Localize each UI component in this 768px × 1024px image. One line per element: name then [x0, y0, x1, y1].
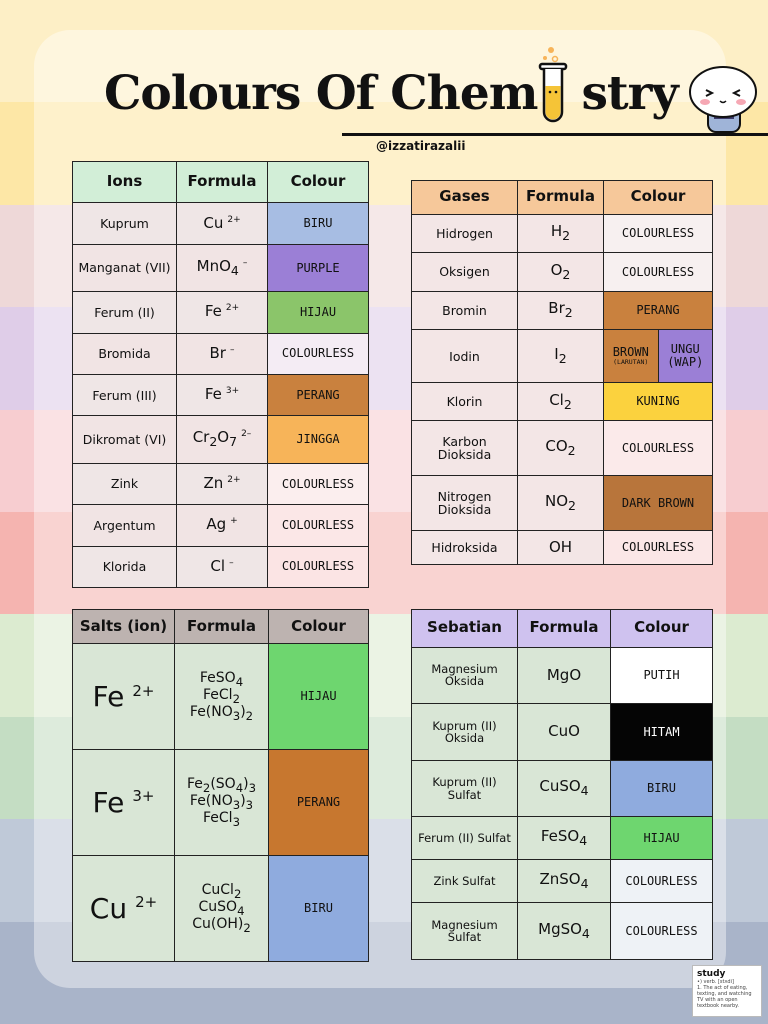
- ions-table: [72, 161, 369, 588]
- salt-formula-line: [177, 917, 266, 934]
- salt-ion-charge: 2+: [132, 681, 155, 700]
- compound-name: Kuprum (II) Sulfat: [412, 760, 518, 817]
- salt-ion-charge: 3+: [132, 787, 155, 806]
- sebatian-table: [411, 609, 713, 960]
- gas-colour-left: [604, 330, 658, 382]
- split-wrap: [604, 330, 712, 382]
- gas-colour: COLOURLESS: [604, 253, 713, 292]
- salt-colour: PERANG: [269, 750, 369, 856]
- formula-cell: [518, 214, 604, 253]
- ion-name: Zink: [73, 463, 177, 504]
- column-header: Colour: [268, 162, 369, 203]
- column-header: Colour: [269, 610, 369, 644]
- salt-row: [73, 750, 369, 856]
- column-header: Ions: [73, 162, 177, 203]
- column-header: Formula: [518, 610, 611, 648]
- gas-row: [412, 214, 713, 253]
- formula-cell: [518, 817, 611, 860]
- ion-name: Argentum: [73, 505, 177, 546]
- ion-row: [73, 505, 369, 546]
- formula-subscript: 4: [580, 783, 589, 799]
- gas-colour: KUNING: [604, 382, 713, 421]
- formula-text: Fe: [186, 775, 203, 792]
- formula-text: Fe(NO: [189, 792, 233, 809]
- ion-name: Dikromat (VI): [73, 416, 177, 463]
- salt-formula-line: [177, 705, 266, 722]
- gas-row: [412, 330, 713, 383]
- formula-base: O: [550, 260, 563, 279]
- salt-formula-line: [177, 811, 266, 828]
- formula-base: Br: [209, 343, 226, 362]
- formula-text: ): [240, 792, 246, 809]
- salt-formulas: [175, 855, 269, 961]
- formula-base: CuO: [548, 722, 580, 741]
- author-handle: @izzatirazalii: [376, 139, 466, 153]
- formula-cell: [518, 647, 611, 704]
- formula-text: ): [240, 704, 246, 721]
- formula-cell: [177, 374, 268, 415]
- compound-row: [412, 760, 713, 817]
- gases-table: [411, 180, 713, 565]
- formula-charge: –: [229, 557, 234, 568]
- formula-subscript: 4: [235, 780, 244, 795]
- formula-cell: [518, 291, 604, 330]
- gas-row: [412, 382, 713, 421]
- formula-charge: +: [230, 516, 238, 527]
- formula-cell: [177, 292, 268, 333]
- salt-ion-charge: 2+: [135, 893, 158, 912]
- ion-name: Klorida: [73, 546, 177, 587]
- ion-colour: COLOURLESS: [268, 333, 369, 374]
- compound-row: [412, 647, 713, 704]
- formula-base: Cr: [192, 428, 210, 447]
- salt-row: [73, 855, 369, 961]
- formula-subscript: 4: [580, 876, 589, 892]
- gas-colour: COLOURLESS: [604, 531, 713, 565]
- salt-formulas: [175, 750, 269, 856]
- formula-charge: 2–: [241, 429, 252, 440]
- compound-colour: BIRU: [611, 760, 713, 817]
- formula-cell: [518, 903, 611, 960]
- ion-name: Manganat (VII): [73, 244, 177, 291]
- salt-ion-symbol: Fe: [92, 679, 125, 713]
- salt-ion: [73, 855, 175, 961]
- salt-formula-line: [177, 900, 266, 917]
- compound-row: [412, 704, 713, 761]
- compound-name: Kuprum (II) Oksida: [412, 704, 518, 761]
- note-definition: 1. The act of eating, texting, and watching TV with an open textbook nearby.: [697, 985, 752, 1009]
- formula-base: MnO: [196, 256, 231, 275]
- formula-charge: 2+: [227, 214, 241, 225]
- compound-row: [412, 817, 713, 860]
- compound-name: Magnesium Oksida: [412, 647, 518, 704]
- column-header: Gases: [412, 181, 518, 215]
- ion-row: [73, 292, 369, 333]
- formula-base: Br: [548, 299, 565, 318]
- formula-subscript: 2: [567, 443, 576, 459]
- ion-name: Kuprum: [73, 203, 177, 244]
- formula-base: MgSO: [538, 920, 582, 939]
- gas-colour: PERANG: [604, 291, 713, 330]
- formula-cell: [177, 244, 268, 291]
- formula-base: H: [550, 222, 563, 241]
- gas-name: Bromin: [412, 291, 518, 330]
- ion-colour: HIJAU: [268, 292, 369, 333]
- colour-note: (WAP): [667, 355, 704, 370]
- salt-formula-line: [177, 777, 266, 794]
- column-header: Sebatian: [412, 610, 518, 648]
- formula-subscript: 2: [245, 708, 254, 723]
- ion-colour: JINGGA: [268, 416, 369, 463]
- formula-base: Fe: [204, 302, 222, 321]
- formula-subscript: 2: [562, 228, 571, 244]
- salt-formula-line: [177, 883, 266, 900]
- ion-colour: PERANG: [268, 374, 369, 415]
- formula-subscript: 2: [563, 396, 572, 412]
- formula-base: CO: [545, 437, 568, 456]
- compound-row: [412, 903, 713, 960]
- salt-row: [73, 644, 369, 750]
- salt-formula-line: [177, 688, 266, 705]
- compound-colour: HITAM: [611, 704, 713, 761]
- formula-base: OH: [548, 537, 573, 556]
- formula-cell: [518, 421, 604, 476]
- compound-name: Magnesium Sulfat: [412, 903, 518, 960]
- formula-base: NO: [545, 492, 569, 511]
- formula-cell: [177, 203, 268, 244]
- salt-formulas: [175, 644, 269, 750]
- ion-name: Ferum (III): [73, 374, 177, 415]
- ion-colour: PURPLE: [268, 244, 369, 291]
- formula-cell: [177, 333, 268, 374]
- formula-subscript: 4: [579, 833, 588, 849]
- formula-text: Cu(OH): [192, 916, 244, 933]
- formula-cell: [518, 860, 611, 903]
- formula-subscript-2: 7: [229, 434, 238, 450]
- ion-row: [73, 546, 369, 587]
- gas-colour: DARK BROWN: [604, 476, 713, 531]
- ion-colour: BIRU: [268, 203, 369, 244]
- formula-cell: [177, 546, 268, 587]
- gas-row: [412, 531, 713, 565]
- gas-row: [412, 253, 713, 292]
- formula-subscript: 2: [232, 691, 240, 706]
- header-row: [73, 610, 369, 644]
- formula-base: CuSO: [539, 777, 581, 796]
- formula-subscript: 4: [230, 262, 239, 278]
- gas-name: Iodin: [412, 330, 518, 383]
- header-row: [73, 162, 369, 203]
- formula-subscript: 3: [248, 780, 256, 795]
- gas-name: Klorin: [412, 382, 518, 421]
- salt-ion: [73, 750, 175, 856]
- formula-text: (SO: [210, 775, 236, 792]
- title-underline: [342, 133, 768, 136]
- ion-name: Bromida: [73, 333, 177, 374]
- formula-text: CuSO: [198, 898, 238, 915]
- formula-base: FeSO: [540, 827, 580, 846]
- salt-ion-symbol: Cu: [89, 891, 128, 925]
- gas-name: Karbon Dioksida: [412, 421, 518, 476]
- formula-text: ): [243, 775, 249, 792]
- formula-cell: [518, 253, 604, 292]
- formula-base: Ag: [206, 515, 227, 534]
- formula-charge: 2+: [227, 475, 241, 486]
- column-header: Colour: [604, 181, 713, 215]
- formula-subscript: 3: [245, 797, 254, 812]
- formula-charge: –: [242, 257, 248, 268]
- mascot-icon: [688, 62, 758, 136]
- title-text-b: stry: [581, 66, 678, 121]
- salt-colour: BIRU: [269, 855, 369, 961]
- gas-name: Hidroksida: [412, 531, 518, 565]
- formula-subscript: 2: [568, 498, 576, 514]
- header-row: [412, 181, 713, 215]
- salts-table: [72, 609, 369, 962]
- compound-colour: COLOURLESS: [611, 903, 713, 960]
- gas-colour-split: [604, 330, 713, 383]
- formula-subscript: 2: [564, 305, 573, 321]
- header-row: [412, 610, 713, 648]
- gas-name: Hidrogen: [412, 214, 518, 253]
- formula-cell: [518, 760, 611, 817]
- formula-cell: [177, 416, 268, 463]
- formula-cell: [177, 463, 268, 504]
- formula-base: Cl: [549, 390, 564, 409]
- formula-subscript: 3: [232, 708, 241, 723]
- ion-colour: COLOURLESS: [268, 463, 369, 504]
- formula-subscript: 4: [237, 903, 245, 918]
- gas-colour: COLOURLESS: [604, 421, 713, 476]
- formula-subscript: 2: [558, 351, 567, 367]
- column-header: Salts (ion): [73, 610, 175, 644]
- salt-colour: HIJAU: [269, 644, 369, 750]
- page-title: [104, 66, 678, 121]
- formula-base-2: O: [217, 428, 230, 447]
- compound-row: [412, 860, 713, 903]
- formula-base: MgO: [546, 665, 582, 684]
- compound-colour: COLOURLESS: [611, 860, 713, 903]
- formula-base: Cu: [203, 213, 224, 232]
- formula-base: Zn: [203, 474, 224, 493]
- formula-base: Fe: [204, 385, 222, 404]
- formula-subscript: 4: [581, 926, 590, 942]
- formula-base: Cl: [210, 556, 226, 575]
- gas-colour: COLOURLESS: [604, 214, 713, 253]
- gas-row: [412, 291, 713, 330]
- formula-charge: 2+: [225, 303, 240, 314]
- compound-colour: PUTIH: [611, 647, 713, 704]
- compound-colour: HIJAU: [611, 817, 713, 860]
- ion-name: Ferum (II): [73, 292, 177, 333]
- salt-ion: [73, 644, 175, 750]
- formula-charge: –: [229, 344, 235, 355]
- formula-base: I: [554, 345, 559, 364]
- gas-name: Nitrogen Dioksida: [412, 476, 518, 531]
- formula-subscript: 2: [233, 886, 242, 901]
- study-note: [692, 965, 762, 1017]
- formula-cell: [518, 531, 604, 565]
- gas-colour-right: [658, 330, 713, 382]
- ion-colour: COLOURLESS: [268, 505, 369, 546]
- formula-subscript: 2: [202, 780, 211, 795]
- gas-row: [412, 421, 713, 476]
- formula-cell: [177, 505, 268, 546]
- ion-row: [73, 333, 369, 374]
- ion-row: [73, 416, 369, 463]
- ion-row: [73, 244, 369, 291]
- formula-cell: [518, 330, 604, 383]
- salt-formula-line: [177, 671, 266, 688]
- ion-colour: COLOURLESS: [268, 546, 369, 587]
- column-header: Formula: [175, 610, 269, 644]
- note-word: study: [697, 969, 726, 979]
- gas-row: [412, 476, 713, 531]
- formula-cell: [518, 382, 604, 421]
- formula-subscript: 3: [232, 814, 240, 829]
- formula-subscript: 2: [243, 920, 251, 935]
- colour-note: (LARUTAN): [613, 357, 649, 366]
- ion-row: [73, 203, 369, 244]
- ion-row: [73, 374, 369, 415]
- formula-subscript: 2: [562, 266, 571, 282]
- ion-row: [73, 463, 369, 504]
- salt-ion-symbol: Fe: [92, 785, 125, 819]
- formula-text: FeCl: [203, 687, 233, 703]
- formula-subscript: 4: [235, 674, 244, 689]
- formula-text: CuCl: [201, 881, 234, 898]
- salt-formula-line: [177, 794, 266, 811]
- compound-name: Zink Sulfat: [412, 860, 518, 903]
- formula-subscript: 3: [232, 797, 241, 812]
- formula-cell: [518, 476, 604, 531]
- note-pos: •) verb. [stʌdi]: [697, 979, 734, 985]
- formula-text: FeSO: [199, 669, 236, 686]
- formula-text: FeCl: [203, 810, 233, 827]
- formula-text: Fe(NO: [189, 704, 233, 721]
- colour-label: UNGU: [670, 342, 700, 357]
- formula-charge: 3+: [225, 386, 240, 397]
- gas-name: Oksigen: [412, 253, 518, 292]
- test-tube-icon: [533, 44, 575, 124]
- title-text-a: Colours Of Chem: [104, 66, 538, 121]
- column-header: Formula: [518, 181, 604, 215]
- column-header: Colour: [611, 610, 713, 648]
- formula-base: ZnSO: [539, 870, 581, 889]
- colour-label: BROWN: [612, 345, 649, 360]
- formula-subscript: 2: [209, 434, 218, 450]
- column-header: Formula: [177, 162, 268, 203]
- compound-name: Ferum (II) Sulfat: [412, 817, 518, 860]
- formula-cell: [518, 704, 611, 761]
